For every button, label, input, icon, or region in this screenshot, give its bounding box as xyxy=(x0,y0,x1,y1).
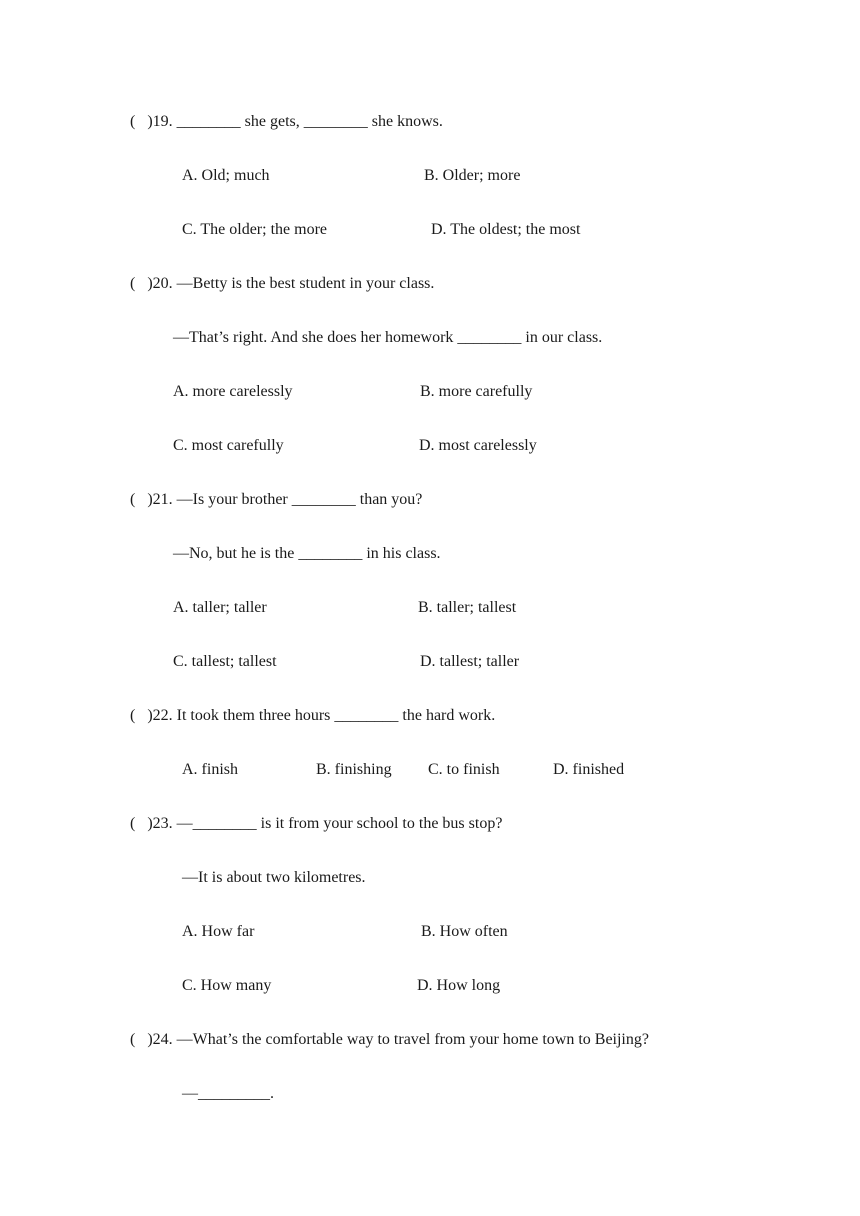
question-23-option-d: D. How long xyxy=(417,977,501,994)
question-22-option-c: C. to finish xyxy=(428,761,500,778)
question-21-option-b: B. taller; tallest xyxy=(418,599,517,616)
question-20-option-d: D. most carelessly xyxy=(419,437,537,454)
question-19-option-b: B. Older; more xyxy=(424,167,521,184)
question-20-option-b: B. more carefully xyxy=(420,383,533,400)
question-21-option-d: D. tallest; taller xyxy=(420,653,520,670)
question-21-option-c: C. tallest; tallest xyxy=(173,653,277,670)
question-23-reply: —It is about two kilometres. xyxy=(182,869,366,886)
question-21-reply: —No, but he is the ________ in his class. xyxy=(173,545,441,562)
question-20-option-c: C. most carefully xyxy=(173,437,284,454)
question-22-option-a: A. finish xyxy=(182,761,238,778)
question-19-stem: ( )19. ________ she gets, ________ she knows. xyxy=(130,113,443,130)
question-21-option-a: A. taller; taller xyxy=(173,599,267,616)
question-23-stem: ( )23. —________ is it from your school to the bus stop? xyxy=(130,815,503,832)
question-22-stem: ( )22. It took them three hours ________ the hard work. xyxy=(130,707,496,724)
question-22-option-d: D. finished xyxy=(553,761,625,778)
question-24-reply: —_________. xyxy=(182,1085,274,1102)
question-20-option-a: A. more carelessly xyxy=(173,383,293,400)
question-19-option-d: D. The oldest; the most xyxy=(431,221,581,238)
question-23-option-b: B. How often xyxy=(421,923,508,940)
question-23-option-c: C. How many xyxy=(182,977,272,994)
question-20-stem: ( )20. —Betty is the best student in your class. xyxy=(130,275,435,292)
question-23-option-a: A. How far xyxy=(182,923,255,940)
question-24-stem: ( )24. —What’s the comfortable way to travel from your home town to Beijing? xyxy=(130,1031,649,1048)
question-21-stem: ( )21. —Is your brother ________ than you? xyxy=(130,491,423,508)
question-19-option-c: C. The older; the more xyxy=(182,221,327,238)
question-20-reply: —That’s right. And she does her homework ________ in our class. xyxy=(173,329,603,346)
question-22-option-b: B. finishing xyxy=(316,761,392,778)
question-19-option-a: A. Old; much xyxy=(182,167,270,184)
